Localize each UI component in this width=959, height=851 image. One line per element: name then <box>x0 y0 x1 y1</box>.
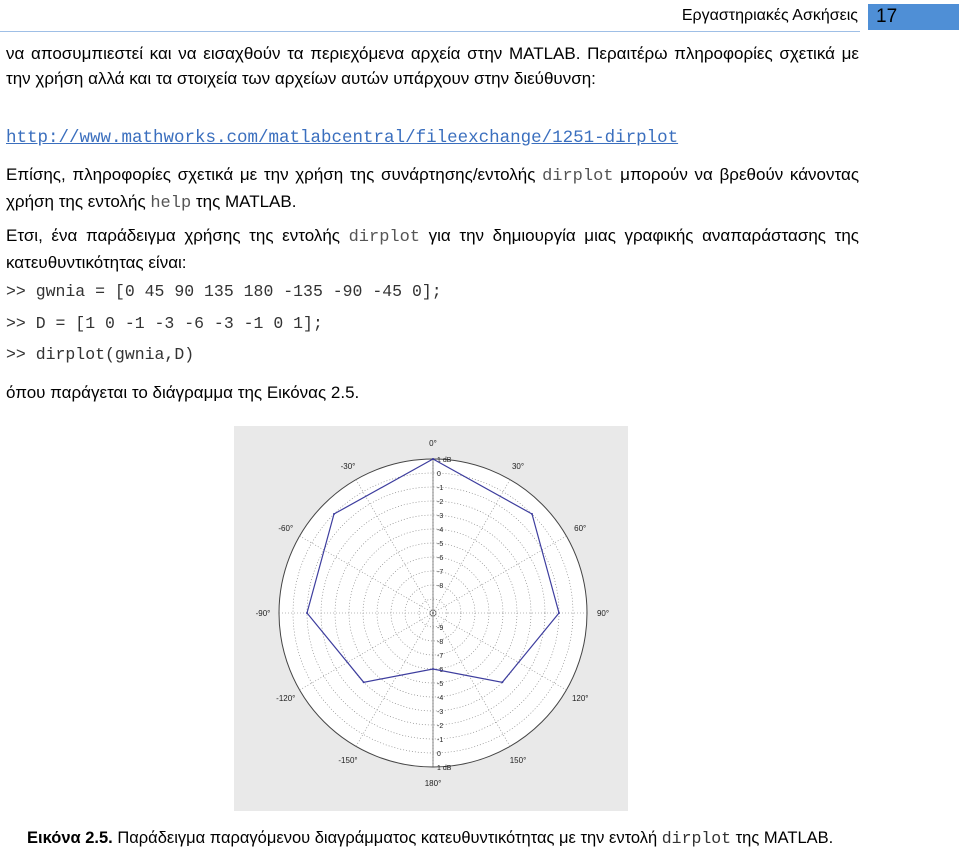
radial-tick-label-top: -4 <box>437 527 444 534</box>
radial-tick-label-bottom: -5 <box>437 681 444 688</box>
radial-tick-label-bottom: -7 <box>437 653 444 660</box>
polar-directivity-plot <box>234 426 628 811</box>
header-title: Εργαστηριακές Ασκήσεις <box>681 7 858 24</box>
paragraph-example <box>6 223 859 275</box>
radial-tick-label-top: -7 <box>437 569 444 576</box>
paragraph-help-text-2: μπορούν να βρεθούν κάνοντας χρήση της εντολής <box>6 165 860 211</box>
radial-tick-label-bottom: -8 <box>437 639 444 646</box>
radial-tick-label-top: -8 <box>437 583 444 590</box>
link-line <box>6 124 859 151</box>
angle-label: 150° <box>509 756 527 766</box>
angle-label: 30° <box>511 461 525 471</box>
angle-label: 120° <box>571 694 589 703</box>
code-line-1: >> gwnia = [0 45 90 135 180 -135 -90 -45 0]; <box>6 282 442 301</box>
figure-panel <box>234 426 628 811</box>
page-header <box>0 4 959 30</box>
caption-code: dirplot <box>661 829 732 848</box>
angle-label: -90° <box>255 609 271 618</box>
paragraph-help-text-1: Επίσης, πληροφορίες σχετικά με την χρήση της συνάρτησης/εντολής <box>6 165 543 184</box>
paragraph-example-text-2: για την δημιουργία μιας γραφικής αναπαράστασης της κατευθυντικότητας είναι: <box>6 226 859 272</box>
radial-tick-label-bottom: -9 <box>437 625 444 632</box>
radial-tick-label-bottom: -1 <box>437 737 444 744</box>
data-point <box>363 681 365 683</box>
angle-label: -60° <box>278 524 294 533</box>
angle-label: 0° <box>429 439 437 448</box>
paragraph-figure-ref: όπου παράγεται το διάγραμμα της Εικόνας 2.5. <box>6 383 360 402</box>
radial-tick-label-top: -3 <box>437 513 444 520</box>
radial-tick-label-top: -5 <box>437 541 444 548</box>
radial-tick-label-top: 0 <box>437 471 441 478</box>
figure-caption <box>27 829 833 848</box>
mathworks-link[interactable]: http://www.mathworks.com/matlabcentral/fileexchange/1251-dirplot <box>6 128 679 148</box>
radial-tick-label-top: -2 <box>437 499 444 506</box>
data-point <box>531 513 533 515</box>
caption-label: Εικόνα 2.5. <box>27 829 113 847</box>
code-line-3: >> dirplot(gwnia,D) <box>6 345 195 364</box>
data-point <box>432 668 434 670</box>
radial-tick-label-bottom: 1 dB <box>437 765 452 772</box>
angle-label: -120° <box>276 694 296 703</box>
caption-tail: της MATLAB. <box>731 829 834 847</box>
angle-label: 180° <box>424 779 442 788</box>
data-point <box>306 612 308 614</box>
paragraph-help <box>6 162 859 216</box>
angle-label: 60° <box>574 524 587 533</box>
paragraph-help-text-3: της MATLAB. <box>191 192 297 211</box>
data-point <box>432 458 434 460</box>
paragraph-help-code-1: dirplot <box>542 167 614 186</box>
radial-tick-label-bottom: -6 <box>437 667 444 674</box>
code-line-2: >> D = [1 0 -1 -3 -6 -3 -1 0 1]; <box>6 314 323 333</box>
radial-tick-label-top: -1 <box>437 485 444 492</box>
radial-tick-label-bottom: -2 <box>437 723 444 730</box>
page-number: 17 <box>868 4 959 30</box>
angle-label: -30° <box>340 461 356 471</box>
data-point <box>333 513 335 515</box>
radial-tick-label-bottom: -4 <box>437 695 444 702</box>
paragraph-help-code-2: help <box>150 194 192 213</box>
data-point <box>558 612 560 614</box>
caption-text: Παράδειγμα παραγόμενου διαγράμματος κατευθυντικότητας με την εντολή <box>112 829 662 847</box>
paragraph-example-text-1: Ετσι, ένα παράδειγμα χρήσης της εντολής <box>6 226 349 245</box>
header-rule <box>0 31 860 32</box>
radial-tick-label-bottom: 0 <box>437 751 441 758</box>
angle-label: -150° <box>338 756 358 766</box>
radial-tick-label-top: 1 dB <box>437 457 452 464</box>
paragraph-example-code: dirplot <box>348 228 421 247</box>
radial-tick-label-top: -6 <box>437 555 444 562</box>
radial-tick-label-bottom: -3 <box>437 709 444 716</box>
angle-label: 90° <box>596 609 610 618</box>
data-point <box>501 681 503 683</box>
paragraph-intro: να αποσυμπιεστεί και να εισαχθούν τα περιεχόμενα αρχεία στην MATLAB. Περαιτέρω πληροφορίες σχετικά με την χρήση αλλά και τα στοιχεία των αρχείων αυτών υπάρχουν στην διεύθυνση: <box>6 44 859 88</box>
